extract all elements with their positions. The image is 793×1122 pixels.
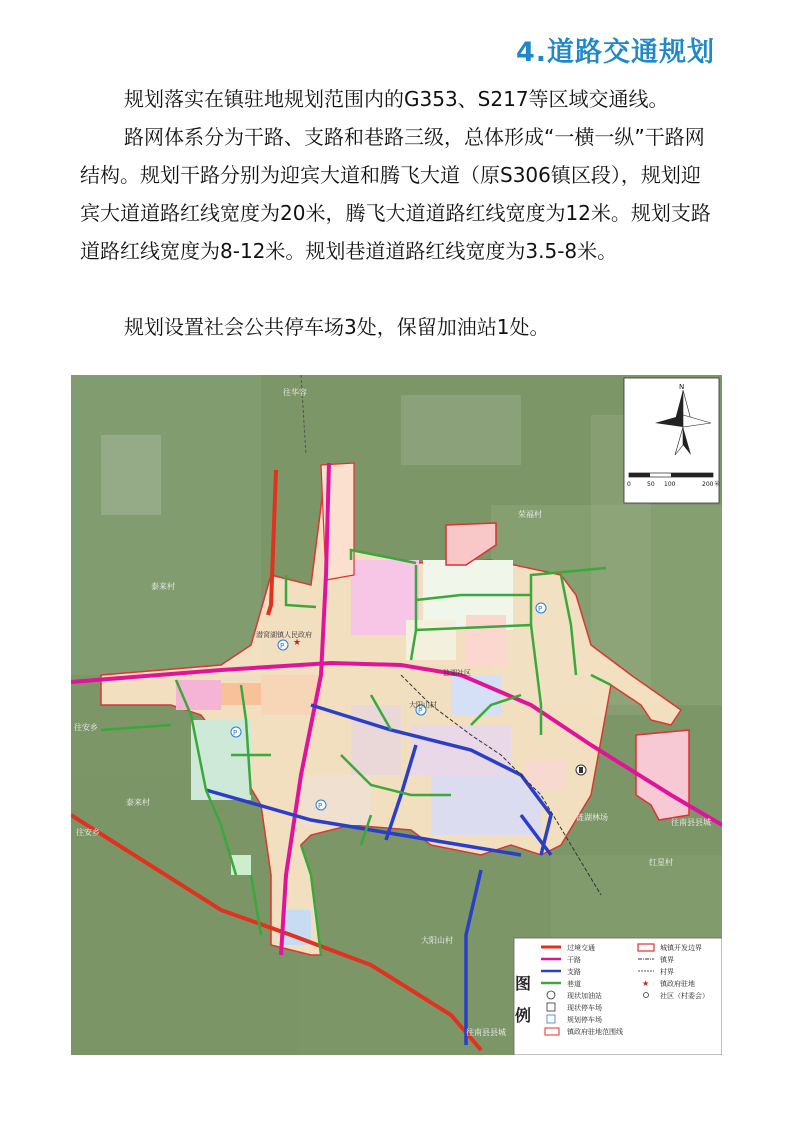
parking-icon-2 (536, 603, 546, 613)
legend-title-2: 例 (515, 1006, 532, 1025)
svg-text:米: 米 (714, 481, 721, 488)
paragraph-2: 路网体系分为干路、支路和巷路三级，总体形成“一横一纵”干路网结构。规划干路分别为迎宾大道和腾飞大道（原S306镇区段），规划迎宾大道道路红线宽度为20米，腾飞大道道路红线宽度为12米。规划支路道路红线宽度为8-12米。规划巷道道路红线宽度为3.5-8米。 (80, 125, 711, 263)
map-svg (71, 375, 722, 1055)
legend-parking-planned-icon (547, 1015, 555, 1023)
label-road-3: 往安乡 (76, 828, 100, 837)
svg-text:P: P (538, 605, 543, 613)
legend-item-parking-planned: 规划停车场 (567, 1016, 602, 1024)
label-road-1: 往安乡 (74, 723, 98, 732)
legend-govt-star-icon: ★ (642, 979, 650, 988)
svg-text:P: P (280, 642, 285, 650)
svg-text:P: P (233, 729, 238, 737)
label-changfu: 荣福村 (518, 510, 542, 519)
legend-item-trunk: 干路 (567, 956, 581, 964)
section-heading: 4.道路交通规划 (515, 37, 715, 68)
legend-gas-icon (547, 991, 555, 999)
svg-text:N: N (679, 383, 685, 391)
road-planning-map (71, 375, 722, 1055)
legend-parking-existing-icon (547, 1003, 555, 1011)
legend-item-govt: 镇政府驻地 (660, 980, 695, 988)
label-community: 涟湖社区 (443, 669, 471, 677)
compass-box (624, 378, 720, 503)
parking-icon-3 (231, 727, 241, 737)
svg-text:100: 100 (664, 481, 676, 488)
label-linchang: 涟湖林场 (576, 813, 608, 822)
label-taijia-2: 泰来村 (126, 798, 150, 807)
parking-icon-1 (278, 640, 288, 650)
label-road-2: 往南县县城 (671, 818, 711, 827)
paragraph-1: 规划落实在镇驻地规划范围内的G353、S217等区域交通线。 (124, 87, 669, 111)
legend-item-gas: 现状加油站 (567, 992, 602, 1000)
legend-item-community: 社区（村委会） (660, 992, 709, 1000)
svg-text:50: 50 (647, 481, 655, 488)
svg-text:P: P (318, 802, 323, 810)
gas-station-icon (576, 765, 586, 775)
paragraph-3: 规划设置社会公共停车场3处，保留加油站1处。 (124, 315, 550, 339)
legend-item-dev-boundary: 城镇开发边界 (660, 944, 702, 952)
legend-title-1: 图 (515, 974, 532, 993)
svg-text:200: 200 (702, 481, 714, 488)
svg-text:0: 0 (627, 481, 631, 488)
label-dayang-2: 大阳山村 (421, 936, 453, 945)
legend-item-branch: 支路 (567, 968, 581, 976)
label-road-4: 往南县县城 (466, 1028, 506, 1037)
legend-item-lane: 巷道 (567, 980, 581, 988)
govt-star-icon: ★ (293, 638, 302, 648)
legend-item-village-boundary: 村界 (660, 968, 674, 976)
label-dayang-1: 大阳山村 (409, 701, 437, 709)
legend-community-icon (644, 993, 649, 998)
legend-item-parking-existing: 现状停车场 (567, 1004, 602, 1012)
map-legend (514, 938, 722, 1055)
label-taijia-1: 泰来村 (151, 582, 175, 591)
legend-item-transit: 过境交通 (567, 944, 595, 952)
label-govt: 潜窝湖镇人民政府 (256, 631, 312, 639)
parking-icon-4 (316, 800, 326, 810)
label-road-top: 往华容 (283, 388, 307, 397)
legend-item-govt-range: 镇政府驻地范围线 (567, 1028, 623, 1036)
svg-text:P: P (418, 707, 423, 715)
label-hongxing: 红星村 (649, 858, 673, 867)
legend-item-town-boundary: 镇界 (660, 956, 674, 964)
